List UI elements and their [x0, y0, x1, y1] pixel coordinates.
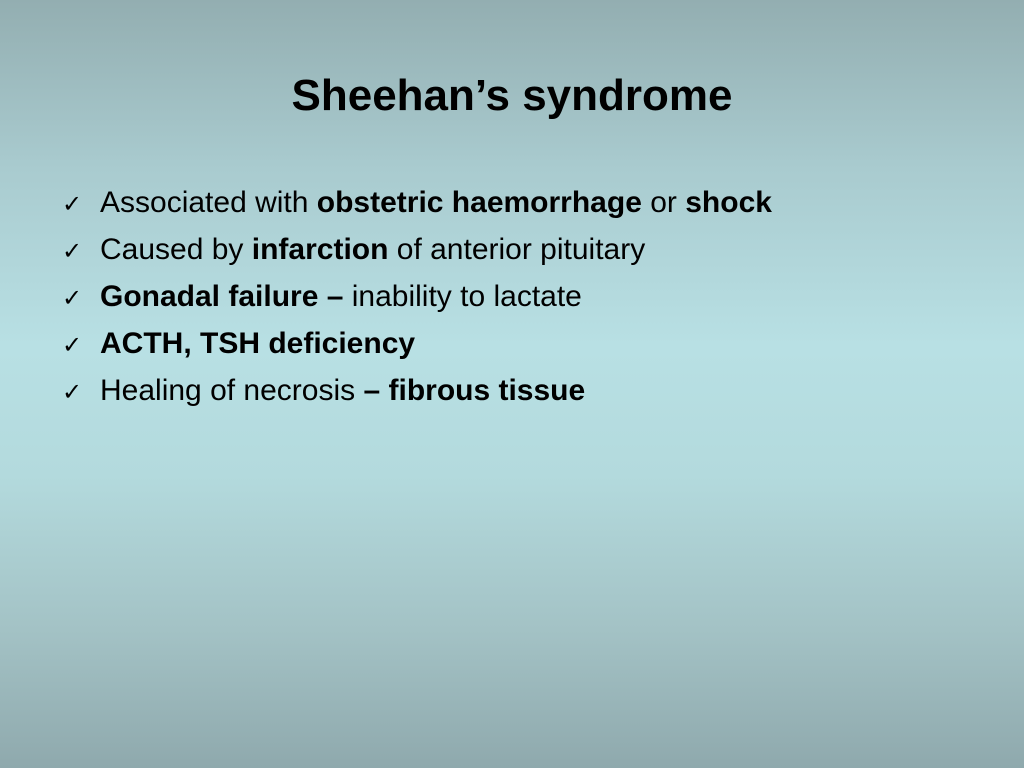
text-segment: Associated with: [100, 186, 317, 219]
bullet-item: [62, 321, 772, 368]
checkmark-icon: ✓: [62, 331, 83, 359]
bold-text-segment: infarction: [251, 233, 389, 266]
bold-text-segment: – fibrous tissue: [363, 374, 586, 407]
bullet-text: [100, 321, 415, 366]
bullet-item: [62, 227, 772, 274]
text-segment: Healing of necrosis: [100, 374, 364, 407]
slide-title: Sheehan’s syndrome: [291, 71, 733, 120]
text-segment: of anterior pituitary: [388, 233, 646, 266]
bullet-text: [100, 180, 772, 225]
text-segment: Caused by: [100, 233, 252, 266]
checkmark-icon: ✓: [62, 190, 83, 218]
bullet-list: [62, 180, 772, 415]
bullet-item: [62, 368, 772, 415]
text-segment: inability to lactate: [351, 280, 582, 313]
bullet-text: [100, 368, 585, 413]
text-segment: or: [641, 186, 686, 219]
bold-text-segment: obstetric haemorrhage: [316, 186, 642, 219]
checkmark-icon: ✓: [62, 237, 83, 265]
bullet-text: [100, 274, 582, 319]
checkmark-icon: ✓: [62, 378, 83, 406]
checkmark-icon: ✓: [62, 284, 83, 312]
bullet-item: [62, 180, 772, 227]
bold-text-segment: shock: [685, 186, 772, 219]
bold-text-segment: Gonadal failure –: [100, 280, 352, 313]
bold-text-segment: ACTH, TSH deficiency: [100, 327, 416, 360]
bullet-text: [100, 227, 645, 272]
bullet-item: [62, 274, 772, 321]
